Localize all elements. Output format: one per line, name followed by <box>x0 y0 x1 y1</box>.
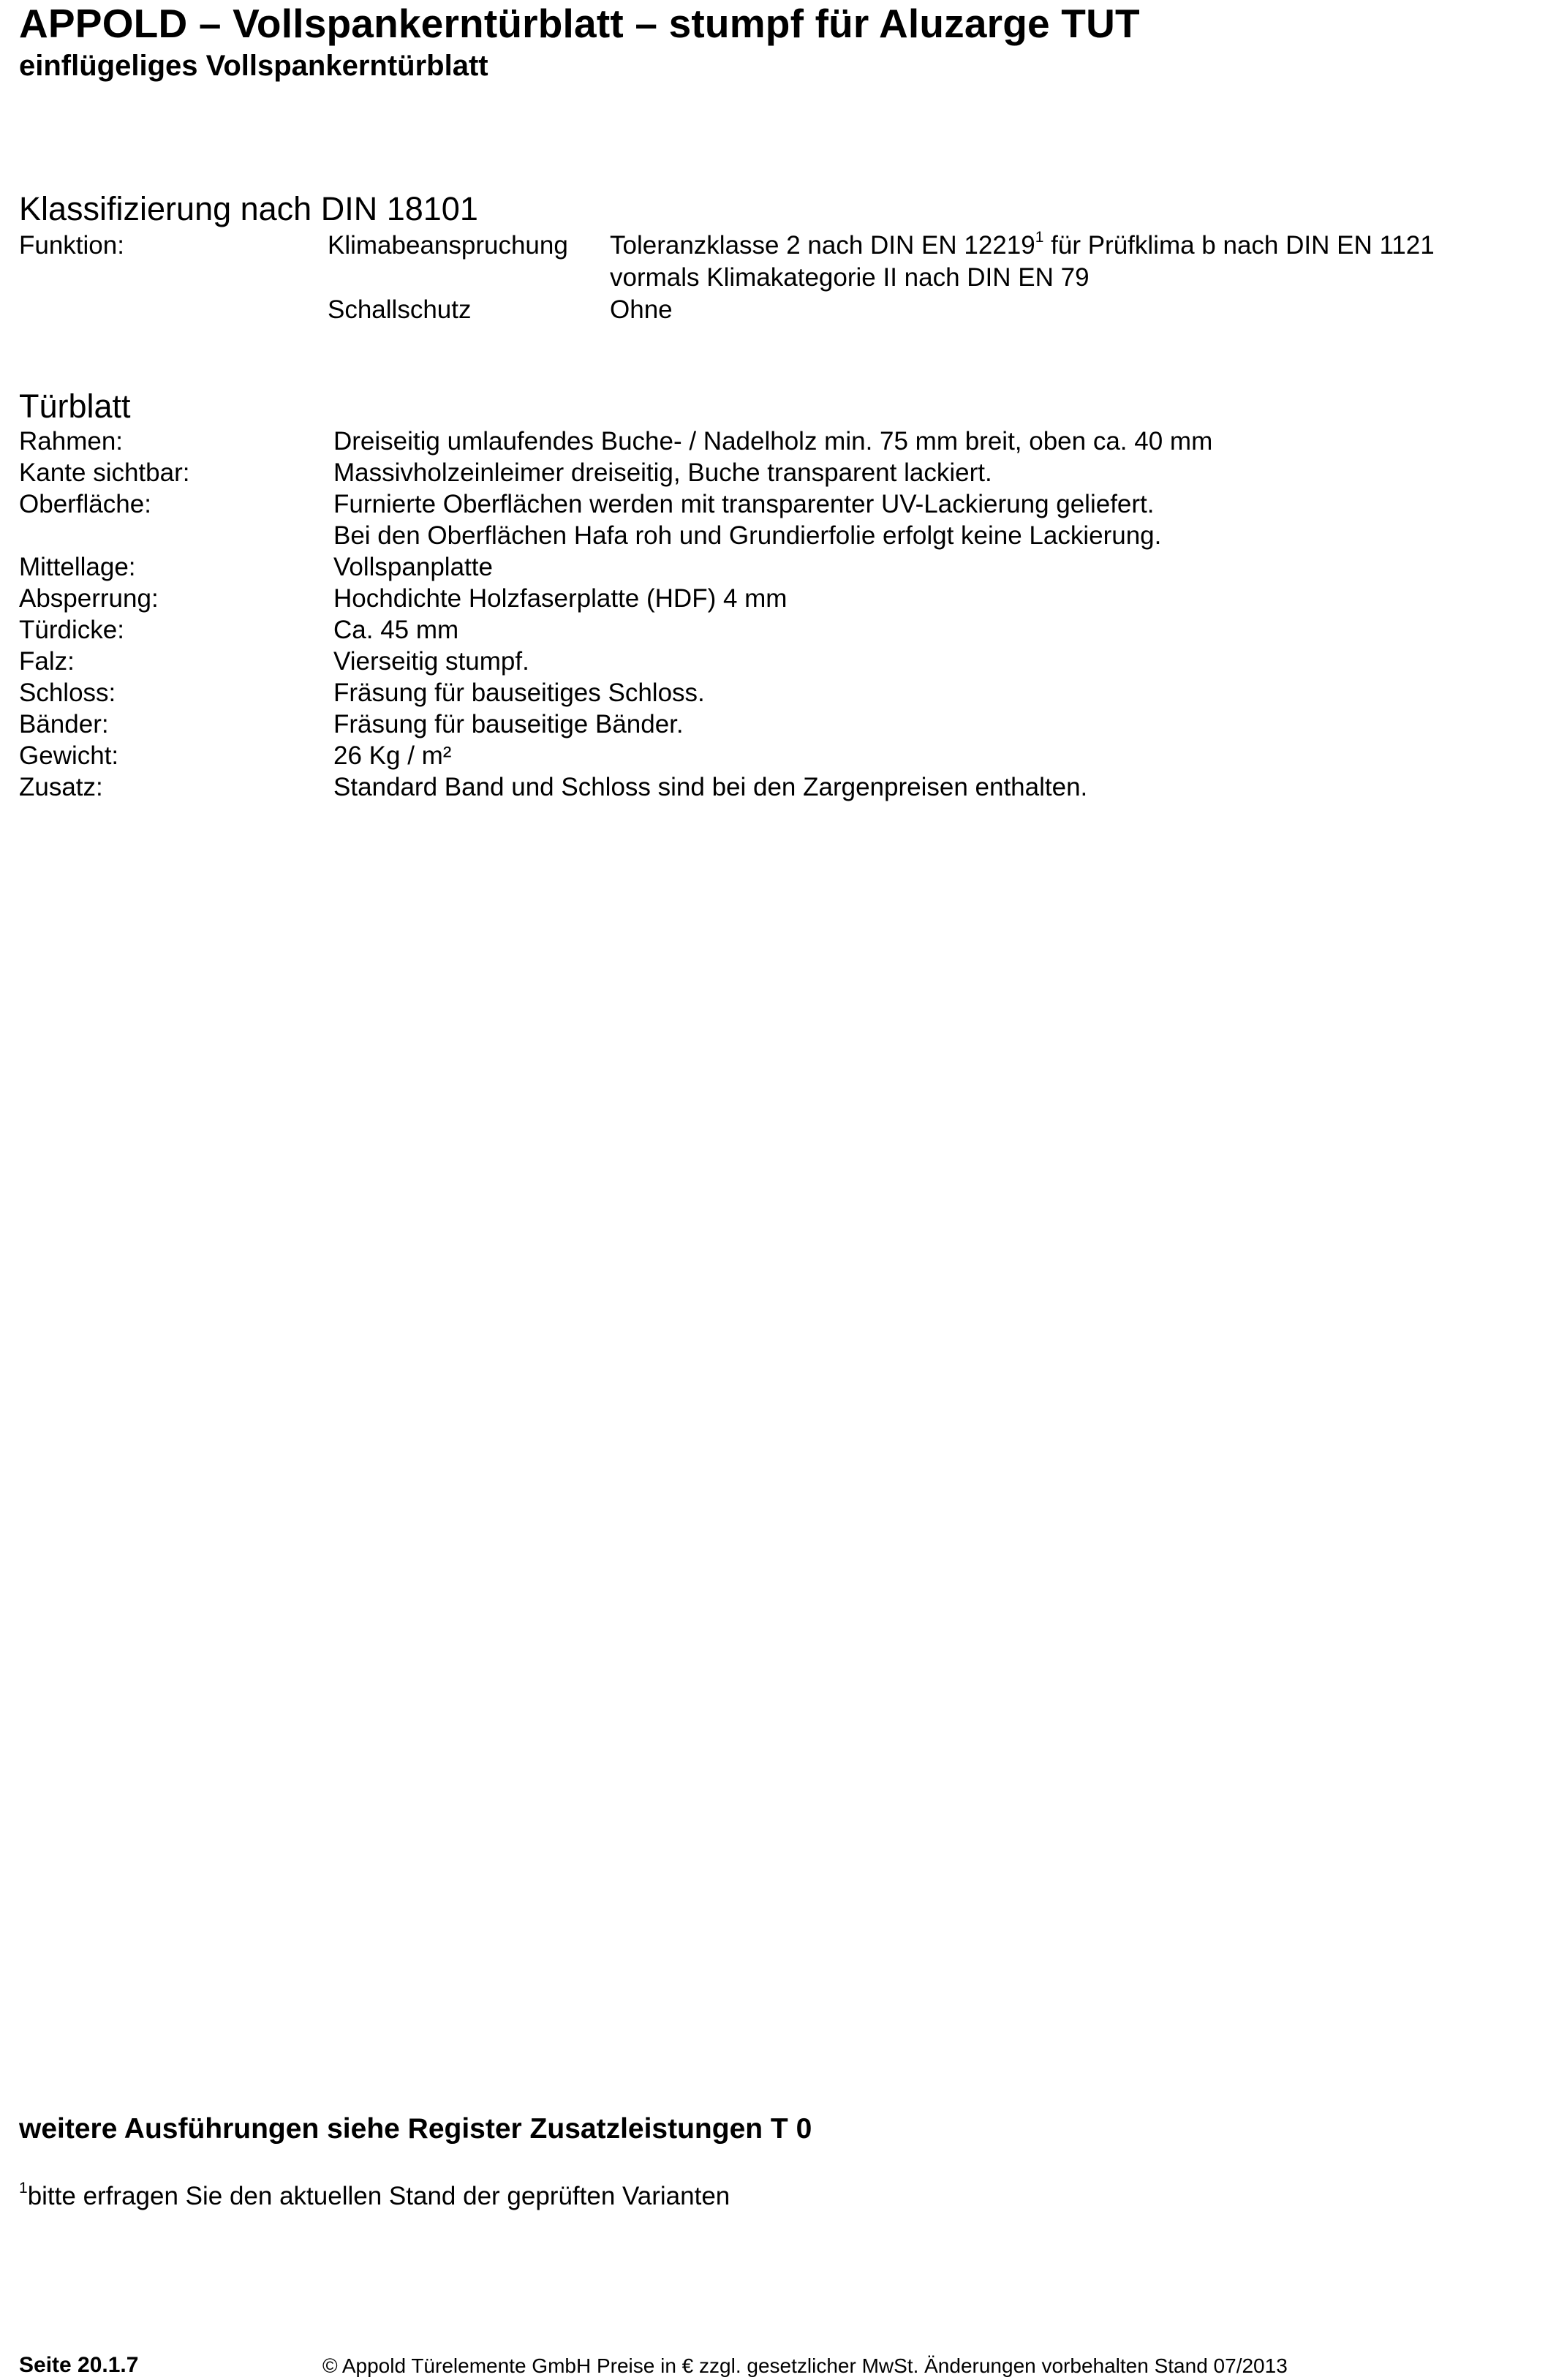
page-title: APPOLD – Vollspankerntürblatt – stumpf für Aluzarge TUT <box>19 1 1140 46</box>
klimabeanspruchung-key: Klimabeanspruchung <box>328 231 568 260</box>
tuerdicke-label: Türdicke: <box>19 616 124 644</box>
absperrung-value: Hochdichte Holzfaserplatte (HDF) 4 mm <box>333 584 788 613</box>
mittellage-label: Mittellage: <box>19 553 136 581</box>
section-heading-klassifizierung: Klassifizierung nach DIN 18101 <box>19 190 478 227</box>
funktion-label: Funktion: <box>19 231 124 260</box>
schallschutz-value: Ohne <box>610 295 673 324</box>
absperrung-label: Absperrung: <box>19 584 159 613</box>
footnote-marker-superscript: 1 <box>1035 229 1044 246</box>
mittellage-value: Vollspanplatte <box>333 553 493 581</box>
schloss-label: Schloss: <box>19 679 116 707</box>
oberflaeche-value: Furnierte Oberflächen werden mit transparenter UV-Lackierung geliefert. <box>333 490 1155 518</box>
kante-label: Kante sichtbar: <box>19 458 190 487</box>
schloss-value: Fräsung für bauseitiges Schloss. <box>333 679 705 707</box>
klimabeanspruchung-value-line2: vormals Klimakategorie II nach DIN EN 79 <box>610 263 1090 292</box>
further-versions-note: weitere Ausführungen siehe Register Zusatzleistungen T 0 <box>19 2113 812 2145</box>
klimabeanspruchung-value-part2: für Prüfklima b nach DIN EN 1121 <box>1043 231 1435 260</box>
footnote <box>19 2180 730 2215</box>
gewicht-value: 26 Kg / m² <box>333 741 452 770</box>
footnote-text: bitte erfragen Sie den aktuellen Stand der geprüften Varianten <box>27 2182 730 2210</box>
section-heading-tuerblatt: Türblatt <box>19 388 131 425</box>
klimabeanspruchung-value-part1: Toleranzklasse 2 nach DIN EN 12219 <box>610 231 1035 260</box>
klimabeanspruchung-value <box>610 230 1435 265</box>
baender-label: Bänder: <box>19 710 109 738</box>
kante-value: Massivholzeinleimer dreiseitig, Buche transparent lackiert. <box>333 458 992 487</box>
zusatz-label: Zusatz: <box>19 773 103 801</box>
page-number: Seite 20.1.7 <box>19 2353 139 2377</box>
oberflaeche-value-line2: Bei den Oberflächen Hafa roh und Grundierfolie erfolgt keine Lackierung. <box>333 521 1162 550</box>
baender-value: Fräsung für bauseitige Bänder. <box>333 710 684 738</box>
schallschutz-key: Schallschutz <box>328 295 472 324</box>
footnote-marker: 1 <box>19 2180 28 2196</box>
falz-label: Falz: <box>19 647 75 676</box>
zusatz-value: Standard Band und Schloss sind bei den Zargenpreisen enthalten. <box>333 773 1088 801</box>
oberflaeche-label: Oberfläche: <box>19 490 151 518</box>
gewicht-label: Gewicht: <box>19 741 119 770</box>
footer-copyright: © Appold Türelemente GmbH Preise in € zzgl. gesetzlicher MwSt. Änderungen vorbehalten Stand 07/2013 <box>322 2354 1288 2377</box>
page-subtitle: einflügeliges Vollspankerntürblatt <box>19 50 488 82</box>
rahmen-value: Dreiseitig umlaufendes Buche- / Nadelholz min. 75 mm breit, oben ca. 40 mm <box>333 427 1213 456</box>
rahmen-label: Rahmen: <box>19 427 124 456</box>
falz-value: Vierseitig stumpf. <box>333 647 529 676</box>
tuerdicke-value: Ca. 45 mm <box>333 616 459 644</box>
